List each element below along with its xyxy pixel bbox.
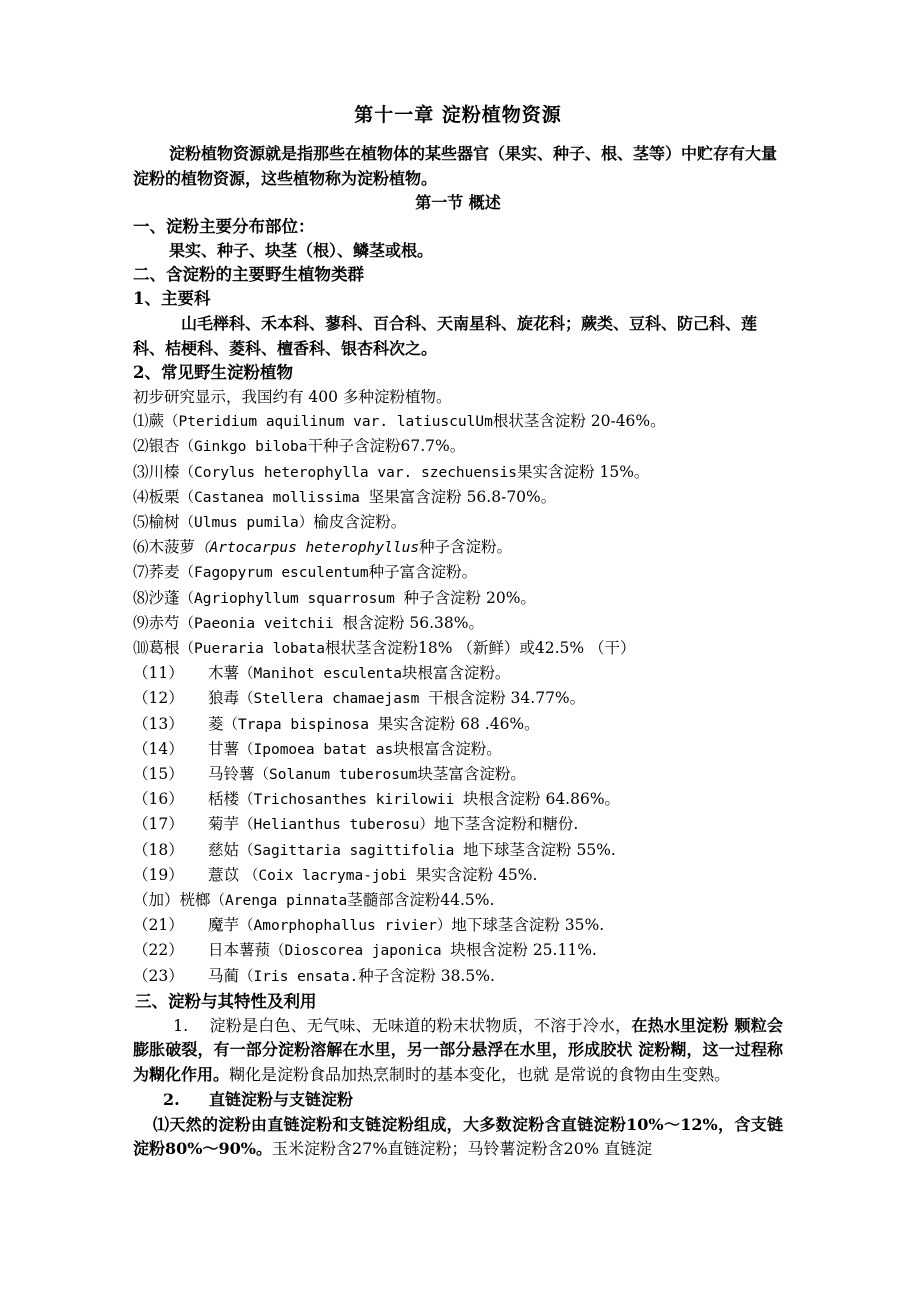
list-item: ⑹木菠萝（Artocarpus heterophyllus种子含淀粉。: [133, 538, 513, 557]
list-item: （15） 马铃薯（Solanum tuberosum块茎富含淀粉。: [133, 765, 526, 784]
list-item: （16） 栝楼（Trichosanthes kirilowii 块根含淀粉 64.86%。: [133, 790, 621, 809]
list-item: ⑶川榛（Corylus heterophylla var. szechuensis果实含淀粉 15%。: [133, 462, 650, 481]
document-page: [133, 100, 783, 1161]
heading-main-families: 1、主要科: [133, 289, 211, 308]
list-item: ⑺荞麦（Fagopyrum esculentum种子富含淀粉。: [133, 563, 478, 582]
list-item: ⑵银杏（Ginkgo biloba干种子含淀粉67.7%。: [133, 437, 466, 456]
list-item: （13） 菱（Trapa bispinosa 果实含淀粉 68 .46%。: [133, 714, 540, 733]
list-item: ⑴蕨（Pteridium aquilinum var. latiusculUm根状茎含淀粉 20-46%。: [133, 412, 666, 431]
intro-paragraph: 淀粉植物资源就是指那些在植物体的某些器官（果实、种子、根、茎等）中贮存有大量淀粉的植物资源，这些植物称为淀粉植物。: [133, 144, 778, 188]
list-item: （21） 魔芋（Amorphophallus rivier）地下球茎含淀粉 35%.: [133, 916, 605, 935]
research-note: 初步研究显示，我国约有 400 多种淀粉植物。: [133, 388, 452, 406]
heading-groups: 二、含淀粉的主要野生植物类群: [133, 265, 364, 284]
main-families-text: 山毛榉科、禾本科、蓼科、百合科、天南星科、旋花科；蕨类、豆科、防己科、莲科、桔梗科、菱科、檀香科、银杏科次之。: [133, 314, 758, 358]
chapter-title: 第十一章 淀粉植物资源: [354, 104, 562, 126]
property-1-paragraph: 1. 淀粉是白色、无气味、无味道的粉末状物质，不溶于冷水，在热水里淀粉 颗粒会膨胀破裂，有一部分淀粉溶解在水里，另一部分悬浮在水里，形成胶状 淀粉糊，这一过程称为糊化作用。糊化是淀粉食品加热烹制时的基本变化，也就 是常说的食物由生变熟。: [133, 1015, 783, 1084]
heading-properties: 三、淀粉与其特性及利用: [135, 991, 317, 1011]
heading-distribution: 一、淀粉主要分布部位：: [133, 217, 315, 236]
list-item: ⑸榆树（Ulmus pumila）榆皮含淀粉。: [133, 513, 407, 532]
list-item: （17） 菊芋（Helianthus tuberosu）地下茎含淀粉和糖份.: [133, 815, 579, 834]
list-item: （19） 薏苡 （Coix lacryma-jobi 果实含淀粉 45%.: [133, 865, 538, 884]
list-item: ⑻沙蓬（Agriophyllum squarrosum 种子含淀粉 20%。: [133, 588, 536, 607]
plant-list-b: [133, 661, 783, 989]
distribution-text: 果实、种子、块茎（根）、鳞茎或根。: [169, 241, 434, 260]
list-item: （11） 木薯（Manihot esculenta块根富含淀粉。: [133, 664, 511, 683]
list-item: （14） 甘薯（Ipomoea batat as块根富含淀粉。: [133, 739, 502, 758]
list-item: ⑼赤芍（Paeonia veitchii 根含淀粉 56.38%。: [133, 613, 484, 632]
list-item: （23） 马蔺（Iris ensata.种子含淀粉 38.5%.: [133, 966, 495, 985]
list-item: ⑽葛根（Pueraria lobata根状茎含淀粉18% （新鲜）或42.5% （干）: [133, 639, 636, 658]
property-2-paragraph: ⑴天然的淀粉由直链淀粉和支链淀粉组成，大多数淀粉含直链淀粉10%〜12%，含支链淀粉80%〜90%。玉米淀粉含27%直链淀粉；马铃薯淀粉含20% 直链淀: [133, 1115, 783, 1159]
section-title: 第一节 概述: [415, 193, 501, 212]
list-item: （22） 日本薯蓣（Dioscorea japonica 块根含淀粉 25.11%.: [133, 941, 597, 960]
list-item: （12） 狼毒（Stellera chamaejasm 干根含淀粉 34.77%。: [133, 689, 586, 708]
list-item: （18） 慈姑（Sagittaria sagittifolia 地下球茎含淀粉 55%.: [133, 840, 616, 859]
list-item: ⑷板栗（Castanea mollissima 坚果富含淀粉 56.8-70%。: [133, 487, 557, 506]
heading-common-plants: 2、常见野生淀粉植物: [133, 363, 293, 382]
list-item: （加）桄榔（Arenga pinnata茎髓部含淀粉44.5%.: [133, 891, 495, 910]
plant-list-a: [133, 409, 783, 661]
property-2-heading: 2. 直链淀粉与支链淀粉: [163, 1090, 354, 1110]
